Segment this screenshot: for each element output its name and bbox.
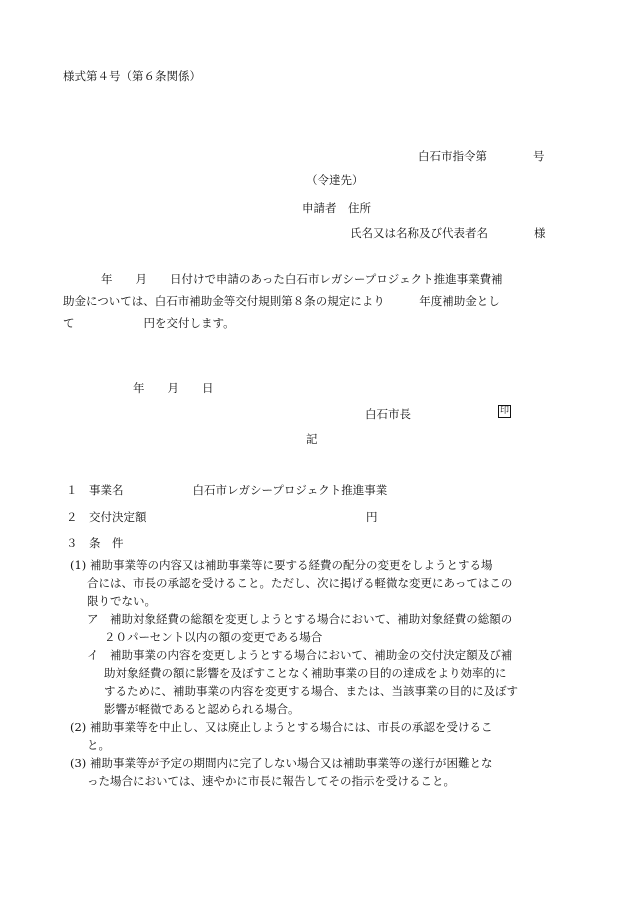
body-paragraph	[63, 268, 563, 334]
item-2-label: ２ 交付決定額	[66, 510, 147, 524]
condition-2	[70, 718, 565, 754]
item-3: ３ 条 件	[66, 536, 124, 550]
condition-3	[70, 754, 565, 790]
sub-i-line-3: するために、補助事業の内容を変更する場合、または、当該事業の目的に及ぼす	[104, 684, 518, 698]
item-1: １ 事業名 白石市レガシープロジェクト推進事業	[66, 483, 388, 497]
condition-1-line-2: 合には、市長の承認を受けること。ただし、次に掲げる軽微な変更にあってはこの	[87, 576, 513, 590]
body-line-1: 年 月 日付けで申請のあった白石市レガシープロジェクト推進事業費補	[101, 272, 503, 286]
body-line-2: 助金については、白石市補助金等交付規則第８条の規定により 年度補助金とし	[63, 294, 500, 308]
sub-a-line-2: ２０パーセント以内の額の変更である場合	[104, 630, 323, 644]
condition-2-line-2: と。	[87, 738, 110, 752]
condition-3-line-1: (3) 補助事業等が予定の期間内に完了しない場合又は補助事業等の遂行が困難とな	[70, 756, 493, 770]
seal-mark: 印	[499, 406, 509, 416]
condition-1	[70, 556, 565, 610]
condition-3-line-2: った場合においては、速やかに市長に報告してその指示を受けること。	[87, 774, 455, 788]
condition-2-line-1: (2) 補助事業等を中止し、又は廃止しようとする場合には、市長の承認を受けるこ	[70, 720, 493, 734]
body-line-3: て 円を交付します。	[63, 316, 235, 330]
recipient-label: （令達先）	[306, 173, 364, 187]
condition-1-line-3: 限りでない。	[87, 594, 156, 608]
form-label: 様式第４号（第６条関係）	[63, 69, 201, 83]
condition-1-sub-a	[87, 610, 565, 646]
applicant-name: 氏名又は名称及び代表者名 様	[350, 226, 546, 240]
condition-1-line-1: (1) 補助事業等の内容又は補助事業等に要する経費の配分の変更をしようとする場	[70, 558, 493, 572]
sub-i-line-1: イ 補助事業の内容を変更しようとする場合において、補助金の交付決定額及び補	[87, 648, 513, 662]
date-line: 年 月 日	[133, 381, 214, 395]
ki-label: 記	[306, 432, 318, 446]
condition-1-sub-i	[87, 646, 565, 718]
item-2-value: 円	[366, 510, 378, 524]
directive-number: 白石市指令第 号	[418, 149, 545, 163]
issuer: 白石市長	[365, 407, 411, 421]
sub-a-line-1: ア 補助対象経費の総額を変更しようとする場合において、補助対象経費の総額の	[87, 612, 513, 626]
sub-i-line-4: 影響が軽微であると認められる場合。	[104, 702, 300, 716]
applicant-address: 申請者 住所	[302, 201, 371, 215]
sub-i-line-2: 助対象経費の額に影響を及ぼすことなく補助事業の目的の達成をより効率的に	[104, 666, 507, 680]
